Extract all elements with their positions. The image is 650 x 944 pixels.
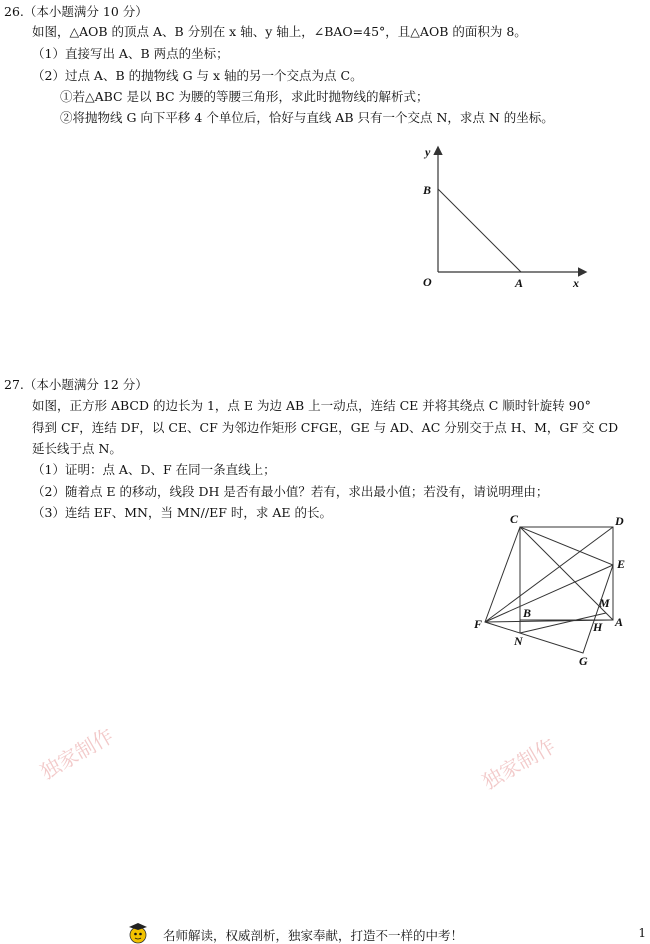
q27-intro-2: 得到 CF，连结 DF，以 CE、CF 为邻边作矩形 CFGE，GE 与 AD、AC 分别交于点 H、M，GF 交 CD	[32, 420, 619, 435]
q26-part1: （1）直接写出 A、B 两点的坐标；	[32, 46, 229, 61]
q27-label-c: C	[510, 512, 519, 526]
watermark-left: 独家制作	[36, 723, 118, 785]
q27-label-g: G	[579, 654, 588, 668]
q27-label-m: M	[599, 596, 610, 610]
q27-label-d: D	[615, 514, 624, 528]
q26-segment-ab	[438, 189, 521, 272]
q26-intro: 如图，△AOB 的顶点 A、B 分别在 x 轴、y 轴上，∠BAO=45°，且△AOB 的面积为 8。	[32, 24, 527, 39]
q27-label-f: F	[474, 617, 483, 631]
q26-label-b: B	[423, 183, 432, 197]
q27-segment-df	[485, 527, 613, 622]
mascot-icon	[125, 922, 155, 944]
q26-label-o: O	[423, 275, 432, 289]
q26-label-y: y	[425, 145, 431, 159]
q27-part1: （1）证明：点 A、D、F 在同一条直线上；	[32, 462, 276, 477]
q27-part3: （3）连结 EF、MN，当 MN//EF 时，求 AE 的长。	[32, 505, 332, 520]
q26-figure	[410, 140, 600, 300]
q27-label-n: N	[514, 634, 523, 648]
watermark-right: 独家制作	[478, 733, 560, 795]
q26-sub2: ②将抛物线 G 向下平移 4 个单位后，恰好与直线 AB 只有一个交点 N，求点 N 的坐标。	[60, 110, 554, 125]
q27-part2: （2）随着点 E 的移动，线段 DH 是否有最小值？若有，求出最小值；若没有，请说明理由；	[32, 484, 549, 499]
q27-label-a: A	[615, 615, 624, 629]
page-number: 1	[638, 926, 646, 940]
q27-label-b: B	[523, 606, 532, 620]
q27-figure	[465, 505, 645, 675]
q26-number: 26.	[4, 4, 24, 19]
q27-number: 27.	[4, 377, 24, 392]
q27-segment-ef	[485, 565, 613, 622]
q26-label-x: x	[573, 276, 579, 290]
q26-label-a: A	[515, 276, 524, 290]
q27-rectangle-cfge	[485, 527, 613, 653]
q26-part2: （2）过点 A、B 的抛物线 G 与 x 轴的另一个交点为点 C。	[32, 68, 363, 83]
footer-slogan: 名师解读，权威剖析，独家奉献，打造不一样的中考！	[163, 928, 464, 943]
q27-label-e: E	[617, 557, 626, 571]
q27-label-h: H	[593, 620, 603, 634]
q26-sub1: ①若△ABC 是以 BC 为腰的等腰三角形，求此时抛物线的解析式；	[60, 89, 429, 104]
q27-intro-3: 延长线于点 N。	[32, 441, 122, 456]
q27-intro-1: 如图，正方形 ABCD 的边长为 1，点 E 为边 AB 上一动点，连结 CE 并将其绕点 C 顺时针旋转 90°	[32, 398, 591, 413]
footer	[0, 922, 650, 944]
q27-header: （本小题满分 12 分）	[23, 377, 148, 392]
q26-header: （本小题满分 10 分）	[23, 4, 148, 19]
